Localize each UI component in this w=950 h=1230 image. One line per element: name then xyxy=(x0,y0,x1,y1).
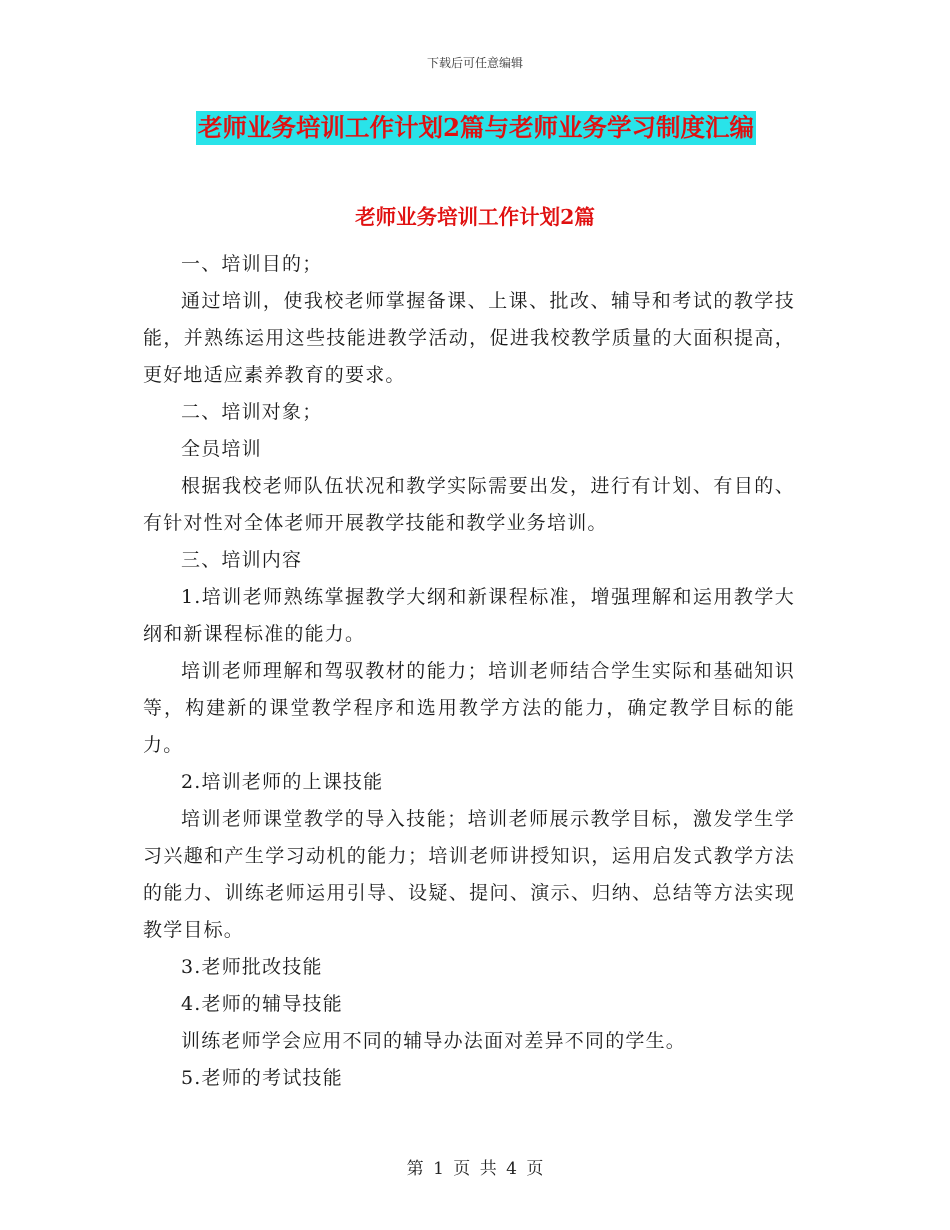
paragraph-heading-purpose: 一、培训目的； xyxy=(181,253,323,275)
paragraph: 培训老师课堂教学的导入技能；培训老师展示教学目标，激发学生学习兴趣和产生学习动机的能力；培训老师讲授知识，运用启发式教学方法的能力、训练老师运用引导、设疑、提问、演示、归纳、总结等方法实现教学目标。 xyxy=(143,808,795,941)
header-note: 下载后可任意编辑 xyxy=(426,56,523,70)
paragraph: 通过培训，使我校老师掌握备课、上课、批改、辅导和考试的教学技能，并熟练运用这些技能进教学活动，促进我校教学质量的大面积提高，更好地适应素养教育的要求。 xyxy=(143,290,795,386)
paragraph: 5.老师的考试技能 xyxy=(181,1067,343,1089)
paragraph: 培训老师理解和驾驭教材的能力；培训老师结合学生实际和基础知识等，构建新的课堂教学程序和选用教学方法的能力，确定教学目标的能力。 xyxy=(143,660,795,756)
paragraph: 3.老师批改技能 xyxy=(181,956,323,978)
section-title: 老师业务培训工作计划2篇 xyxy=(355,205,595,229)
paragraph: 根据我校老师队伍状况和教学实际需要出发，进行有计划、有目的、有针对性对全体老师开展教学技能和教学业务培训。 xyxy=(143,475,795,534)
document-body xyxy=(143,246,795,1097)
paragraph: 2.培训老师的上课技能 xyxy=(181,771,384,793)
paragraph: 4.老师的辅导技能 xyxy=(181,993,343,1015)
paragraph-heading-audience: 二、培训对象； xyxy=(181,401,323,423)
paragraph-heading-content: 三、培训内容 xyxy=(181,549,303,571)
document-title: 老师业务培训工作计划2篇与老师业务学习制度汇编 xyxy=(196,111,756,145)
paragraph: 全员培训 xyxy=(181,438,262,460)
page-indicator: 第 1 页 共 4 页 xyxy=(406,1159,544,1179)
paragraph: 训练老师学会应用不同的辅导办法面对差异不同的学生。 xyxy=(181,1030,687,1052)
paragraph: 1.培训老师熟练掌握教学大纲和新课程标准，增强理解和运用教学大纲和新课程标准的能力。 xyxy=(143,586,795,645)
